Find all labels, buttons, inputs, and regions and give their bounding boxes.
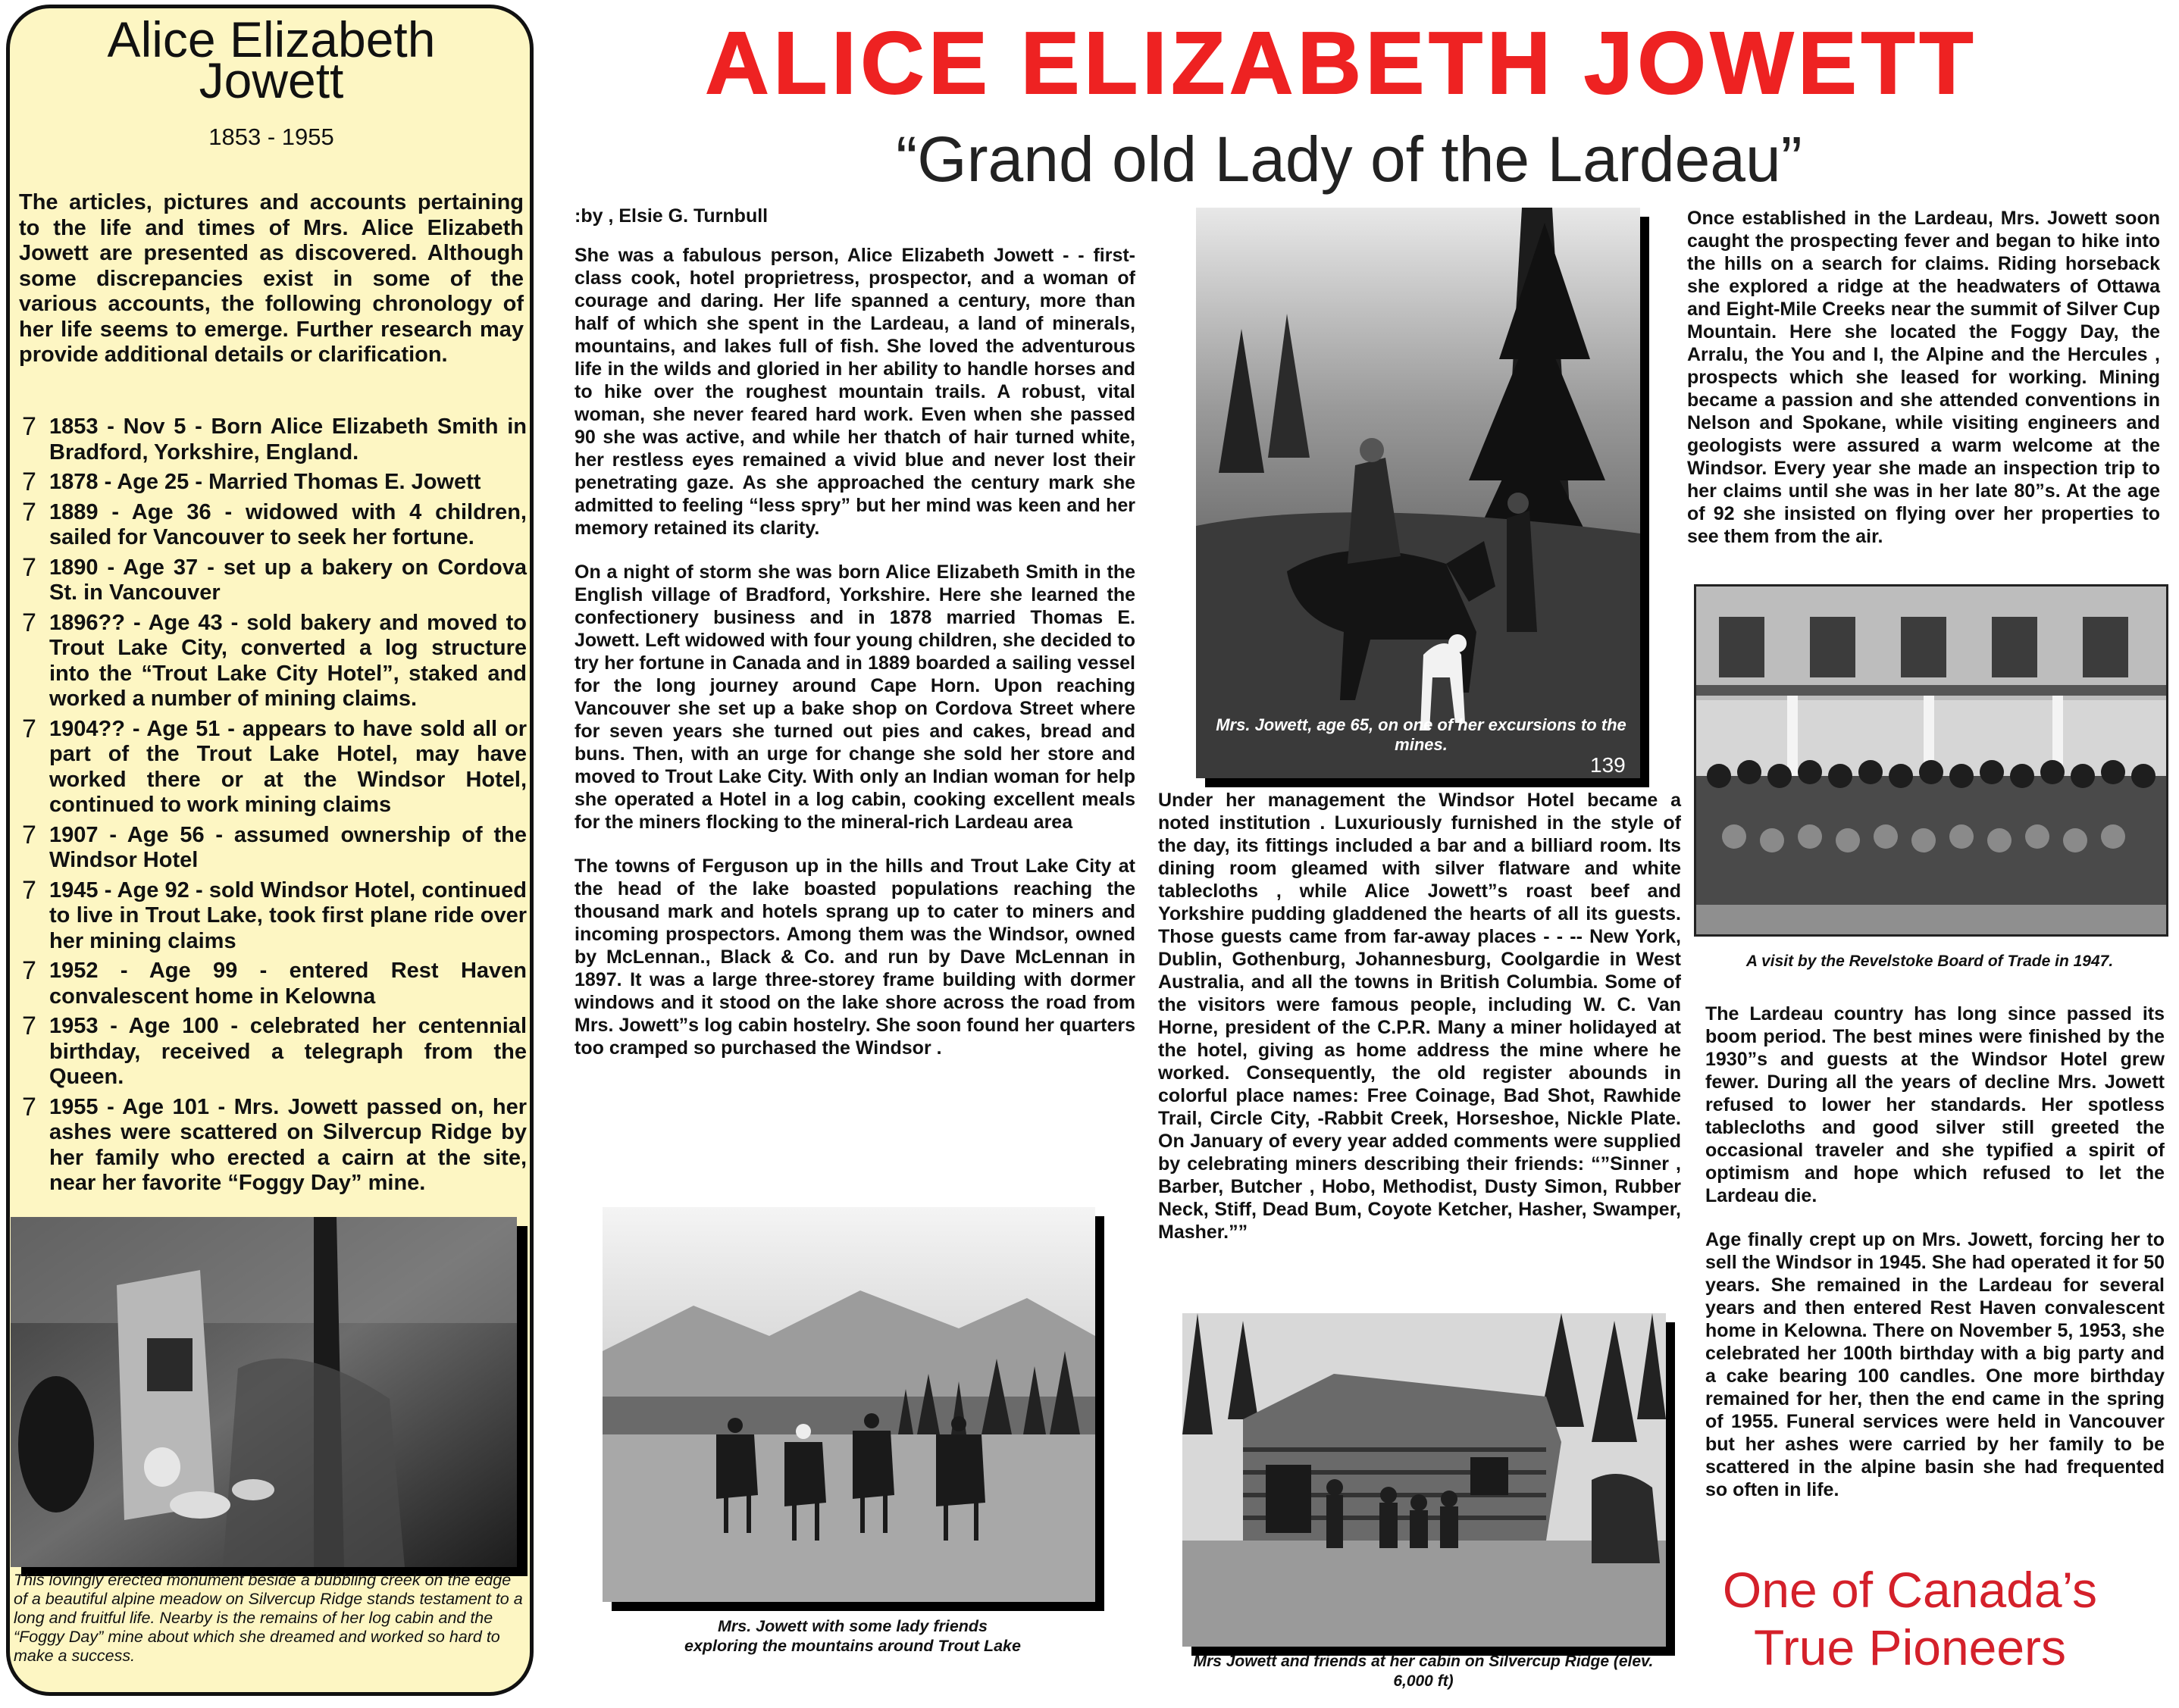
timeline-item	[17, 875, 527, 955]
sidebar-intro: The articles, pictures and accounts pertaining to the life and times of Mrs. Alice Elizabeth Jowett are presented as discovered. Although some discrepancies exist in some of the various accounts, the following chronology of her life seems to emerge. Further research may provide additional details or clarification.	[19, 190, 524, 367]
bullet-icon: 7	[22, 1092, 36, 1121]
bullet-icon: 7	[22, 468, 36, 496]
timeline-item	[17, 414, 527, 465]
cabin-image	[1182, 1313, 1666, 1647]
horse-excursion-image	[1196, 208, 1640, 778]
hotel-photo-caption: A visit by the Revelstoke Board of Trade in 1947.	[1745, 953, 2114, 970]
bullet-icon: 7	[22, 412, 36, 441]
bullet-icon: 7	[22, 497, 36, 527]
bullet-icon: 7	[22, 1012, 36, 1040]
timeline-text: 1889 - Age 36 - widowed with 4 children, sailed for Vancouver to seek her fortune.	[49, 499, 527, 549]
riders-photo-caption: Mrs. Jowett with some lady friends exploring the mountains around Trout Lake	[684, 1617, 1021, 1655]
timeline-item	[17, 1014, 527, 1090]
timeline-item	[17, 1092, 527, 1197]
timeline-item	[17, 714, 527, 818]
sidebar-years: 1853 - 1955	[208, 124, 334, 150]
revelstoke-board-image	[1696, 587, 2166, 934]
timeline-text: 1953 - Age 100 - celebrated her centennial birthday, received a telegraph from the Queen.	[49, 1014, 527, 1089]
bullet-icon: 7	[22, 875, 36, 905]
article-paragraph: The Lardeau country has long since passed its boom period. The best mines were finished by the 1930”s and guests at the Windsor Hotel grew fewer. During all the years of decline Mrs. Jowett refused to lower her standards. Her spotless tablecloths and good silver still greeted the occasional traveler and she typified a spirit of optimism and hope which refused to let the Lardeau die.	[1705, 1003, 2165, 1206]
revelstoke-board-photo	[1694, 584, 2168, 937]
article-paragraph: Under her management the Windsor Hotel became a noted institution . Luxuriously furnished in the style of the day, its fittings included a bar and a billiard room. Its dining room gleamed with silver flatware and white tablecloths , while Alice Jowett”s roast beef and Yorkshire pudding gladdened the hearts of all its guests. Those guests came from far-away places - - -- New York, Dublin, Gothenburg, Johannesburg, Coolgardie in West Australia, and all the towns in British Columbia. Some of the visitors were famous people, including W. C. Van Horne, president of the C.P.R. Many a miner holidayed at the hotel, giving as home address the mine where he worked. Consequently, the old register abounds in colorful place names: Free Coinage, Bad Shot, Rawhide Trail, Circle City, -Rabbit Creek, Horseshoe, Nickle Plate. On January of every year added comments were supplied by celebrating miners describing their friends: “”Sinner , Barber, Butcher , Hobo, Methodist, Dusty Simon, Rubber Neck, Stiff, Dead Bum, Coyote Ketcher, Hasher, Swamper, Masher.””	[1158, 790, 1681, 1243]
article-column-2	[1158, 789, 1681, 1265]
timeline-list	[17, 414, 527, 1201]
article-paragraph: Age finally crept up on Mrs. Jowett, forcing her to sell the Windsor in 1945. She had operated it for 50 years. She remained in the Lardeau for several years and then entered Rest Haven convalescent home in Kelowna. There on November 5, 1953, she celebrated her 100th birthday with a big party and a cake bearing 100 candles. One more birthday remained for her, then the end came in the spring of 1955. Funeral services were held in Vancouver but her ashes were carried by her family to be scattered in the alpine basin she had frequented so often in life.	[1705, 1229, 2165, 1500]
riders-image	[603, 1207, 1095, 1602]
bullet-icon: 7	[22, 608, 36, 637]
monument-photo	[11, 1217, 517, 1567]
timeline-item	[17, 608, 527, 712]
timeline-text: 1952 - Age 99 - entered Rest Haven convalescent home in Kelowna	[49, 959, 527, 1009]
article-paragraph: She was a fabulous person, Alice Elizabeth Jowett - - first-class cook, hotel proprietress, prospector, and a woman of courage and daring. Her life spanned a century, more than half of which she spent in the Lardeau, a land of minerals, mountains, and lakes full of fish. She loved the adventurous life in the wilds and gloried in her ability to handle horses and to hike over the roughest mountain trails. A robust, vital woman, she never feared hard work. Even when she passed 90 she was active, and while her thatch of hair turned white, her restless eyes remained a vivid blue and never lost their penetrating gaze. As she approached the century mark she admitted to feeling “less spry” but her mind was keen and her memory retained its clarity.	[574, 245, 1135, 539]
timeline-item	[17, 470, 527, 496]
article-paragraph: Once established in the Lardeau, Mrs. Jowett soon caught the prospecting fever and began to hike into the hills on a search for claims. Riding horseback she explored a ridge at the headwaters of Ottawa and Eight-Mile Creeks near the summit of Silver Cup Mountain. Here she located the Foggy Day, the Arralu, the You and I, the Alpine and the Hercules , prospects which she leased for working. Mining became a passion and she attended conventions in Nelson and Spokane, while visiting engineers and geologists were assured a warm welcome at the Windsor. Every year she made an inspection trip to her claims until she was in her late 80”s. At the age of 92 she insisted on flying over her properties to see them from the air.	[1687, 208, 2160, 547]
timeline-item	[17, 820, 527, 874]
timeline-item	[17, 552, 527, 606]
cabin-photo-caption: Mrs Jowett and friends at her cabin on Silvercup Ridge (elev. 6,000 ft)	[1193, 1653, 1654, 1690]
riders-photo	[603, 1207, 1095, 1602]
bullet-icon: 7	[22, 956, 36, 985]
timeline-text: 1896?? - Age 43 - sold bakery and moved to Trout Lake City, converted a log structure into the “Trout Lake City Hotel”, staked and worked a number of mining claims.	[49, 610, 527, 711]
article-paragraph: On a night of storm she was born Alice Elizabeth Smith in the English village of Bradford, Yorkshire. Here she learned the confectionery business and in 1878 married Thomas E. Jowett. Left widowed with four young children, she decided to try her fortune in Canada and in 1889 boarded a sailing vessel for the long journey around Cape Horn. Upon reaching Vancouver she set up a bake shop on Cordova Street where for seven years she turned out pies and cakes, bread and buns. Then, with an urge for change she sold her store and moved to Trout Lake City. With only an Indian woman for help she operated a Hotel in a log cabin, cooking excellent meals for the miners flocking to the mineral-rich Lardeau area	[574, 562, 1135, 833]
timeline-text: 1955 - Age 101 - Mrs. Jowett passed on, her ashes were scattered on Silvercup Ridge by her family who erected a cairn at the site, near her favorite “Foggy Day” mine.	[49, 1094, 527, 1195]
horse-photo-caption: Mrs. Jowett, age 65, on one of her excursions to the mines.	[1216, 715, 1626, 754]
timeline-text: 1853 - Nov 5 - Born Alice Elizabeth Smith in Bradford, Yorkshire, England.	[49, 414, 527, 465]
timeline-item	[17, 497, 527, 551]
photo-number: 139	[1590, 753, 1626, 777]
article-column-3-top	[1687, 207, 2160, 569]
timeline-text: 1945 - Age 92 - sold Windsor Hotel, continued to live in Trout Lake, took first plane ride over her mining claims	[49, 877, 527, 953]
article-paragraph: The towns of Ferguson up in the hills and Trout Lake City at the head of the lake boasted populations reaching the thousand mark and hotels sprang up to cater to miners and incoming prospectors. Among them was the Windsor, owned by McLennan., Black & Co. and run by Dave McLennan in 1897. It was a large three-storey frame building with dormer windows and it stood on the lake shore across the road from Mrs. Jowett”s log cabin hostelry. She soon found her quarters too cramped so purchased the Windsor .	[574, 856, 1135, 1059]
timeline-item	[17, 956, 527, 1009]
cabin-photo	[1182, 1313, 1666, 1647]
horse-excursion-photo	[1196, 208, 1640, 778]
monument-caption: This lovingly erected monument beside a bubbling creek on the edge of a beautiful alpine meadow on Silvercup Ridge stands testament to a long and fruitful life. Nearby is the remains of her log cabin and the “Foggy Day” mine about which she dreamed and worked so hard to make a success.	[14, 1571, 523, 1665]
monument-photo-image	[11, 1217, 517, 1567]
timeline-text: 1890 - Age 37 - set up a bakery on Cordova St. in Vancouver	[49, 555, 527, 605]
page-subtitle: “Grand old Lady of the Lardeau”	[896, 124, 1802, 195]
article-byline: :by , Elsie G. Turnbull	[574, 205, 769, 227]
sidebar-name: Alice Elizabeth Jowett	[107, 11, 436, 108]
article-column-3-bottom	[1705, 1003, 2165, 1522]
timeline-text: 1878 - Age 25 - Married Thomas E. Jowett	[49, 470, 481, 494]
bullet-icon: 7	[22, 714, 36, 743]
bullet-icon: 7	[22, 552, 36, 582]
page-title: ALICE ELIZABETH JOWETT	[705, 14, 1978, 112]
timeline-text: 1907 - Age 56 - assumed ownership of the Windsor Hotel	[49, 822, 527, 872]
tagline: One of Canada’s True Pioneers	[1722, 1562, 2098, 1675]
timeline-text: 1904?? - Age 51 - appears to have sold all or part of the Trout Lake Hotel, may have worked there or at the Windsor Hotel, continued to work mining claims	[49, 716, 527, 817]
article-column-1	[574, 205, 1135, 1081]
bullet-icon: 7	[22, 820, 36, 849]
